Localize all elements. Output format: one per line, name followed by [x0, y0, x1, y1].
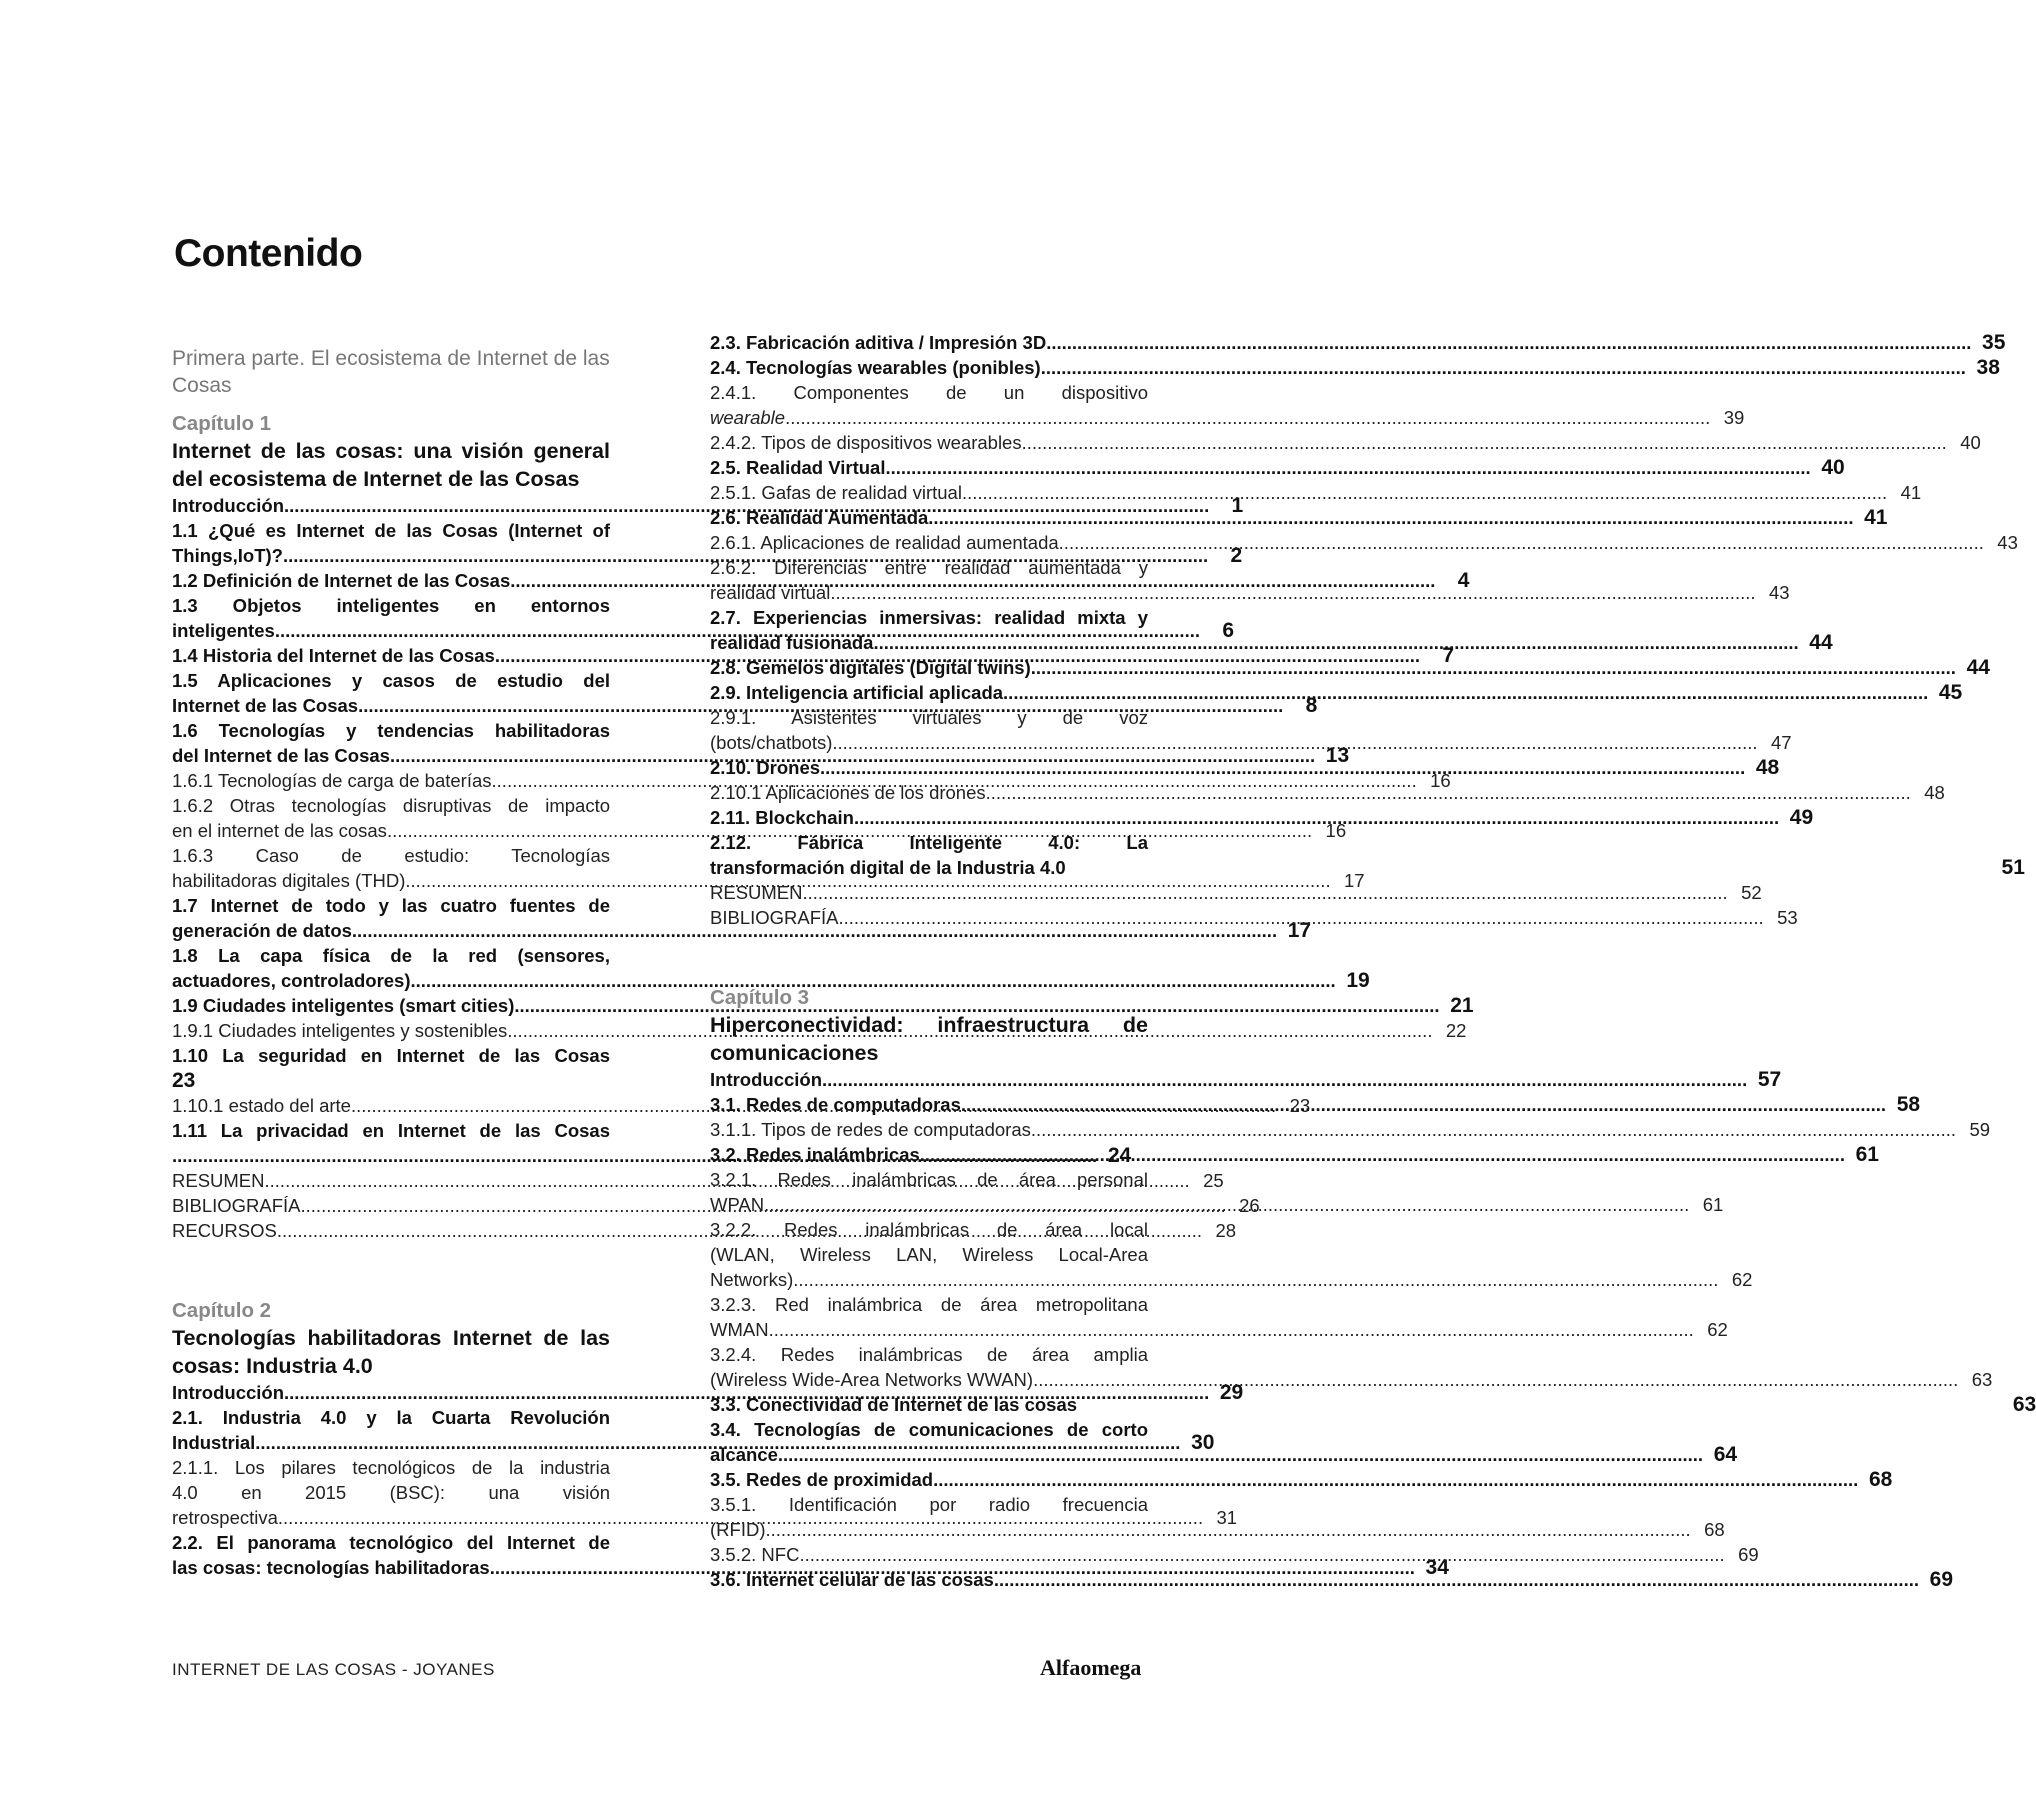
dot-leader	[785, 405, 1710, 430]
dot-leader	[1041, 355, 1966, 380]
toc-entry-title: 1.9.1 Ciudades inteligentes y sostenibles	[172, 1020, 508, 1041]
toc-entry[interactable]	[710, 705, 1792, 755]
dot-leader	[1046, 330, 1971, 355]
toc-page-number: 40	[1960, 432, 1981, 453]
toc-page-number: 53	[1777, 907, 1798, 928]
toc-entry-title-line: 1.1 ¿Qué es Internet de las Cosas (Internet of	[172, 520, 610, 541]
dot-leader	[765, 1517, 1690, 1542]
toc-page-number: 38	[1976, 356, 2000, 379]
toc-entry-title: realidad virtual	[710, 582, 831, 603]
toc-page-number: 35	[1982, 331, 2006, 354]
toc-entry-title: RESUMEN	[710, 882, 803, 903]
toc-page-number: 4	[1457, 569, 1470, 592]
toc-page-number: 68	[1868, 1468, 1893, 1491]
dot-leader	[1022, 430, 1947, 455]
toc-entry-title: 2.6.1. Aplicaciones de realidad aumentada	[710, 532, 1059, 553]
toc-entry-title: retrospectiva	[172, 1507, 278, 1528]
dot-leader	[1003, 680, 1928, 705]
toc-page-number: 25	[1203, 1170, 1224, 1191]
toc-entry-title-line: 2.2. El panorama tecnológico del Internet de	[172, 1532, 610, 1553]
footer-book-title: INTERNET DE LAS COSAS - JOYANES	[172, 1660, 495, 1679]
toc-page-number: 19	[1346, 969, 1370, 992]
toc-page-number: 41	[1900, 482, 1922, 503]
toc-page-number: 40	[1821, 456, 1845, 479]
toc-entry-title: Internet de las Cosas	[172, 695, 359, 716]
toc-page-number: 26	[1239, 1195, 1260, 1216]
toc-entry-title: Introducción	[710, 1069, 823, 1090]
chapter-3-title: Hiperconectividad: infraestructura de comunicaciones	[710, 1013, 1148, 1065]
dot-leader	[764, 1192, 1689, 1217]
toc-entry-title: alcance	[710, 1444, 778, 1465]
toc-entry[interactable]	[710, 355, 2000, 380]
dot-leader	[778, 1442, 1703, 1467]
toc-entry[interactable]	[710, 905, 1798, 930]
toc-entry-title-line: 1.8 La capa física de la red (sensores,	[172, 945, 610, 966]
toc-page-number: 22	[1445, 1020, 1467, 1041]
dot-leader	[885, 455, 1810, 480]
toc-entry-title-line: 1.10 La seguridad en Internet de las Cosas	[172, 1045, 610, 1066]
toc-entry[interactable]	[710, 605, 1833, 655]
toc-entry-title-line: 2.1.1. Los pilares tecnológicos de la industria	[172, 1457, 610, 1478]
toc-page-number: 7	[1442, 644, 1455, 667]
page-title: Contenido	[174, 232, 363, 275]
toc-page-number: 62	[1707, 1319, 1728, 1340]
dot-leader	[822, 1067, 1747, 1092]
toc-page-number: 51	[2001, 856, 2025, 879]
toc-entry[interactable]	[710, 530, 2018, 555]
toc-page-number: 62	[1731, 1269, 1753, 1290]
toc-entry-title: 2.8. Gemelos digitales (Digital twins)	[710, 657, 1031, 678]
toc-entry-title: (Wireless Wide-Area Networks WWAN)	[710, 1369, 1034, 1390]
toc-page-number: 68	[1704, 1519, 1725, 1540]
toc-entry-title: Networks)	[710, 1269, 794, 1290]
toc-entry-title-line: 2.7. Experiencias inmersivas: realidad mixta y	[710, 607, 1148, 628]
toc-page-number: 30	[1191, 1431, 1215, 1454]
toc-entry-title: BIBLIOGRAFÍA	[710, 907, 839, 928]
toc-entry-title: realidad fusionada	[710, 632, 874, 653]
toc-page-number: 29	[1219, 1381, 1244, 1404]
toc-entry-title: 2.5. Realidad Virtual	[710, 457, 886, 478]
toc-entry[interactable]	[710, 555, 1790, 605]
toc-entry-title-line: (WLAN, Wireless LAN, Wireless Local-Area	[710, 1244, 1148, 1265]
toc-entry[interactable]	[710, 380, 1745, 430]
toc-entry-title: BIBLIOGRAFÍA	[172, 1195, 301, 1216]
toc-page-number: 61	[1855, 1143, 1879, 1166]
toc-page-number: 23	[172, 1069, 196, 1092]
toc-entry[interactable]	[710, 330, 2006, 355]
toc-page-number: 39	[1723, 407, 1745, 428]
toc-entry-title: las cosas: tecnologías habilitadoras	[172, 1557, 490, 1578]
toc-page-number: 61	[1702, 1194, 1724, 1215]
toc-page-number: 63	[1971, 1369, 1993, 1390]
toc-entry-title: 3.2. Redes inalámbricas	[710, 1144, 920, 1165]
toc-page-number: 47	[1770, 732, 1792, 753]
toc-entry[interactable]	[710, 680, 1963, 705]
toc-entry-title-line: 1.6.2 Otras tecnologías disruptivas de impacto	[172, 795, 610, 816]
toc-entry-title: 1.10.1 estado del arte	[172, 1095, 351, 1116]
toc-page-number: 16	[1325, 820, 1347, 841]
toc-page-number: 41	[1864, 506, 1888, 529]
dot-leader	[769, 1317, 1694, 1342]
toc-page-number: 23	[1289, 1095, 1311, 1116]
toc-entry-title-line: 1.6.3 Caso de estudio: Tecnologías	[172, 845, 610, 866]
toc-page-number: 52	[1741, 882, 1762, 903]
toc-entry-title: 2.5.1. Gafas de realidad virtual	[710, 482, 962, 503]
toc-page-number: 2	[1230, 544, 1243, 567]
toc-entry-title: 2.4.2. Tipos de dispositivos wearables	[710, 432, 1022, 453]
toc-entry[interactable]	[710, 805, 1814, 830]
toc-page-number: 24	[1107, 1144, 1132, 1167]
dot-leader	[873, 630, 1798, 655]
dot-leader	[803, 880, 1728, 905]
toc-entry-title-line: 2.12. Fábrica Inteligente 4.0: La	[710, 832, 1148, 853]
dot-leader	[830, 580, 1755, 605]
toc-page-number: 1	[1231, 494, 1244, 517]
dot-leader	[986, 780, 1911, 805]
toc-entry-title: 2.3. Fabricación aditiva / Impresión 3D	[710, 332, 1047, 353]
toc-page-number: 6	[1222, 619, 1234, 642]
toc-entry[interactable]	[710, 1292, 1728, 1342]
toc-entry[interactable]	[172, 1018, 1467, 1043]
dot-leader	[920, 1142, 1845, 1167]
dot-leader	[933, 1467, 1858, 1492]
dot-leader	[854, 805, 1779, 830]
toc-entry-title-line: 3.4. Tecnologías de comunicaciones de corto	[710, 1419, 1148, 1440]
toc-entry[interactable]	[710, 505, 1888, 530]
toc-page-number: 45	[1938, 681, 1963, 704]
toc-entry-title-line: 3.5.1. Identificación por radio frecuencia	[710, 1494, 1148, 1515]
toc-entry-title: 2.9. Inteligencia artificial aplicada	[710, 682, 1004, 703]
toc-entry-title: habilitadoras digitales (THD)	[172, 870, 406, 891]
toc-entry-title-line: 1.3 Objetos inteligentes en entornos	[172, 595, 610, 616]
toc-entry-title-line: 3.2.2. Redes inalámbricas de área local	[710, 1219, 1148, 1240]
toc-page-number: 28	[1215, 1220, 1237, 1241]
footer-publisher-logo: Alfaomega	[1040, 1655, 1142, 1680]
toc-entry-title-line: 2.1. Industria 4.0 y la Cuarta Revolución	[172, 1407, 610, 1428]
toc-page-number: 34	[1425, 1556, 1449, 1579]
toc-entry-title: wearable	[710, 407, 786, 428]
toc-page-number: 44	[1809, 631, 1833, 654]
toc-page-number: 13	[1325, 744, 1350, 767]
toc-entry-title: 1.2 Definición de Internet de las Cosas	[172, 570, 511, 591]
dot-leader	[793, 1267, 1718, 1292]
chapter-3-label: Capítulo 3	[710, 986, 810, 1009]
toc-page-number: 57	[1757, 1068, 1782, 1091]
toc-page-number: 48	[1924, 782, 1945, 803]
toc-entry[interactable]	[172, 1043, 610, 1093]
toc-entry-title: (RFID)	[710, 1519, 766, 1540]
toc-entry-title: WPAN	[710, 1194, 765, 1215]
dot-leader	[1033, 1367, 1958, 1392]
toc-page-number: 31	[1216, 1507, 1238, 1528]
toc-entry-title: actuadores, controladores)	[172, 970, 411, 991]
toc-entry-title-line: 1.11 La privacidad en Internet de las Cosas	[172, 1120, 610, 1141]
toc-page-number: 69	[1929, 1568, 1953, 1591]
toc-page-number: 43	[1768, 582, 1790, 603]
dot-leader	[1031, 1117, 1956, 1142]
toc-page-number: 58	[1896, 1093, 1921, 1116]
toc-entry-title: RECURSOS	[172, 1220, 277, 1241]
toc-entry-title-line: 3.2.1. Redes inalámbricas de área personal	[710, 1169, 1148, 1190]
toc-entry-title: 3.1.1. Tipos de redes de computadoras	[710, 1119, 1031, 1140]
toc-page-number: 69	[1738, 1544, 1759, 1565]
toc-entry-title: 3.1. Redes de computadoras	[710, 1094, 961, 1115]
dot-leader	[928, 505, 1853, 530]
toc-page-number: 48	[1755, 756, 1780, 779]
chapter-1-label: Capítulo 1	[172, 412, 272, 435]
toc-entry-title-line: 3.2.3. Red inalámbrica de área metropolitana	[710, 1294, 1148, 1315]
toc-entry[interactable]	[710, 1067, 1782, 1092]
toc-entry-title: 3.6. Internet celular de las cosas	[710, 1569, 994, 1590]
dot-leader	[799, 1542, 1724, 1567]
chapter-2-label: Capítulo 2	[172, 1299, 272, 1322]
chapter-1-title: Internet de las cosas: una visión general del ecosistema de Internet de las Cosas	[172, 439, 610, 491]
toc-entry[interactable]	[172, 943, 1370, 993]
toc-page-number: 64	[1713, 1443, 1738, 1466]
toc-entry-title: 3.3. Conectividad de Internet de las cosas	[710, 1394, 1078, 1415]
toc-page-number: 43	[1997, 532, 2018, 553]
toc-page-number: 49	[1789, 806, 1814, 829]
toc-entry-title: 1.9 Ciudades inteligentes (smart cities)	[172, 995, 515, 1016]
dot-leader	[961, 1092, 1886, 1117]
toc-entry-title: 2.10.1 Aplicaciones de los drones	[710, 782, 986, 803]
toc-entry-title: en el internet de las cosas	[172, 820, 387, 841]
toc-entry-title-line: 2.4.1. Componentes de un dispositivo	[710, 382, 1148, 403]
toc-entry-title: 3.5. Redes de proximidad	[710, 1469, 934, 1490]
toc-entry[interactable]	[710, 1467, 1893, 1492]
toc-entry-title: 3.5.2. NFC	[710, 1544, 800, 1565]
dot-leader	[1031, 655, 1956, 680]
toc-page-number: 8	[1305, 694, 1318, 717]
toc-entry-title: transformación digital de la Industria 4.0	[710, 857, 1066, 878]
toc-page-number: 17	[1344, 870, 1365, 891]
dot-leader	[994, 1567, 1919, 1592]
toc-page-number: 44	[1966, 656, 1990, 679]
toc-page-number: 59	[1969, 1119, 1991, 1140]
toc-entry[interactable]	[710, 1142, 1879, 1167]
toc-entry[interactable]	[710, 480, 1922, 505]
toc-entry-title: 2.6. Realidad Aumentada	[710, 507, 929, 528]
toc-entry-title-line: 4.0 en 2015 (BSC): una visión	[172, 1482, 610, 1503]
toc-entry-title: Introducción	[172, 495, 285, 516]
toc-entry[interactable]	[710, 1342, 1993, 1392]
toc-entry-title: 1.6.1 Tecnologías de carga de baterías	[172, 770, 492, 791]
toc-entry-title: (bots/chatbots)	[710, 732, 833, 753]
toc-entry-title-line: 2.6.2. Diferencias entre realidad aumentada y	[710, 557, 1148, 578]
toc-entry-title: RESUMEN	[172, 1170, 265, 1191]
toc-entry-title: 2.11. Blockchain	[710, 807, 854, 828]
dot-leader	[1059, 530, 1984, 555]
toc-entry-title: 2.4. Tecnologías wearables (ponibles)	[710, 357, 1041, 378]
toc-entry-title: inteligentes	[172, 620, 275, 641]
dot-leader	[839, 905, 1764, 930]
toc-entry-title-line: 1.6 Tecnologías y tendencias habilitadoras	[172, 720, 610, 741]
toc-page-number: 21	[1450, 994, 1474, 1017]
toc-entry-title: generación de datos	[172, 920, 352, 941]
dot-leader	[832, 730, 1757, 755]
dot-leader	[820, 755, 1745, 780]
toc-entry-title: Introducción	[172, 1382, 285, 1403]
toc-entry-title-line: 1.5 Aplicaciones y casos de estudio del	[172, 670, 610, 691]
dot-leader	[962, 480, 1887, 505]
toc-entry[interactable]	[710, 1542, 1759, 1567]
toc-entry[interactable]	[710, 1117, 1991, 1142]
toc-entry-title-line: 3.2.4. Redes inalámbricas de área amplia	[710, 1344, 1148, 1365]
toc-entry[interactable]	[710, 455, 1845, 480]
toc-page-number: 63	[2012, 1393, 2036, 1416]
toc-entry-title-line: 2.9.1. Asistentes virtuales y de voz	[710, 707, 1148, 728]
chapter-2-title: Tecnologías habilitadoras Internet de las cosas: Industria 4.0	[172, 1326, 610, 1378]
toc-entry-title: Things,IoT)?	[172, 545, 283, 566]
toc-entry-title: del Internet de las Cosas	[172, 745, 390, 766]
toc-page-number: 17	[1287, 919, 1312, 942]
part-title: Primera parte. El ecosistema de Internet de las Cosas	[172, 347, 610, 397]
toc-entry-title-line: 1.7 Internet de todo y las cuatro fuentes de	[172, 895, 610, 916]
toc-entry-title: Industrial	[172, 1432, 256, 1453]
toc-entry-title: 1.4 Historia del Internet de las Cosas	[172, 645, 495, 666]
toc-page-number: 16	[1430, 770, 1451, 791]
toc-entry-title: WMAN	[710, 1319, 769, 1340]
toc-entry-title: 2.10. Drones	[710, 757, 821, 778]
toc-entry[interactable]	[710, 655, 1990, 680]
toc-entry[interactable]	[710, 430, 1981, 455]
